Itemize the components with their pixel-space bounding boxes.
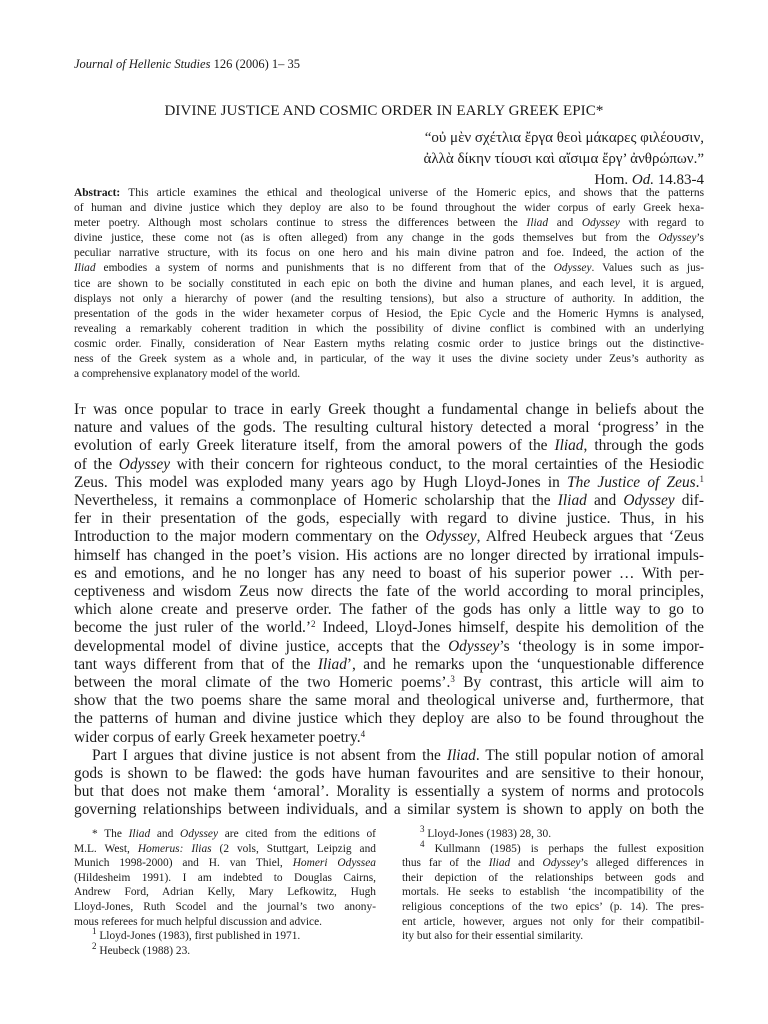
journal-name: Journal of Hellenic Studies <box>74 57 211 71</box>
footnote-ref-4: 4 <box>360 728 366 739</box>
body-line: governing relationships between individuals, and a similar system is shown to apply on both the <box>74 801 704 819</box>
abstract-line: meter poetry. Although most scholars continue to stress the differences between the Iliad and Odyssey with regard to <box>74 217 704 230</box>
abstract-line: divine justice, these come not (as is often alleged) from any change in the gods themselves but from the Odyssey’s <box>74 232 704 245</box>
body-text <box>74 401 704 820</box>
footnote-line: their depiction of the relationships between gods and <box>402 871 704 884</box>
footnote-star: * The Iliad and Odyssey are cited from the editions of <box>92 828 376 840</box>
abstract-line: displays not only a hierarchy of power (and the resulting tensions), but also a structure of authority. In addition, the <box>74 292 704 305</box>
body-line: developmental model of divine justice, accepts that the Odyssey’s ‘theology is in some impor- <box>74 637 704 655</box>
body-line: evolution of early Greek literature itself, from the amoral powers of the Iliad, through the gods <box>74 437 704 455</box>
epigraph-line-1: “οὐ μὲν σχέτλια ἔργα θεοὶ μάκαρες φιλέουσιν, <box>424 130 704 146</box>
body-line: which alone create and preserve order. The father of the gods has only a little way to go to <box>74 601 704 619</box>
body-line: Zeus. This model was exploded many years ago by Hugh Lloyd-Jones in The Justice of Zeus.$^1$ <box>74 473 704 491</box>
footnote-line: ity but also for their essential similarity. <box>402 930 584 943</box>
abstract-line: presentation of the gods in the wider hexameter corpus of Hesiod, the Epic Cycle and the Homeric Hymns is analysed, <box>74 307 704 320</box>
body-line: Introduction to the major modern commentary on the Odyssey, Alfred Heubeck argues that ‘Zeus <box>74 528 704 546</box>
abstract-line: of human and divine justice which they deploy are also to be found throughout the wider corpus of early Greek hexa- <box>74 202 704 215</box>
journal-header <box>74 57 300 72</box>
footnote-line: (Hildesheim 1991). I am indebted to Douglas Cairns, <box>74 871 376 884</box>
body-line: Nevertheless, it remains a commonplace of Homeric scholarship that the Iliad and Odyssey dif- <box>74 492 704 510</box>
abstract-line: ness of the Greek system as a whole and, in particular, of the way it uses the divine society under Zeus’s authority as <box>74 353 704 366</box>
body-line: the patterns of human and divine justice which they deploy are also to be found throughout the <box>74 710 704 728</box>
footnote-ref-3: 3 <box>450 674 455 685</box>
body-line: but that does not make them ‘amoral’. Morality is essentially a system of norms and protocols <box>74 783 704 801</box>
abstract-line: Iliad embodies a system of norms and punishments that is no different from that of the Odyssey. Values such as jus- <box>74 262 704 275</box>
body-line: gods is shown to be flawed: the gods have human favourites and are sensitive to their honour, <box>74 765 704 783</box>
footnote-3: $^3$ Lloyd-Jones (1983) 28, 30. <box>420 824 552 840</box>
body-line: ceptiveness and wisdom Zeus now directs the fate of the world according to moral principles, <box>74 583 704 601</box>
epigraph-line-2: ἀλλὰ δίκην τίουσι καὶ αἴσιμα ἔργ’ ἀνθρώπων.” <box>423 151 704 167</box>
footnotes-left-column <box>74 827 376 958</box>
body-line: Part I argues that divine justice is not absent from the Iliad. The still popular notion of amoral <box>92 746 704 764</box>
abstract-line: a comprehensive explanatory model of the world. <box>74 368 301 381</box>
epigraph-source: Hom. Od. 14.83-4 <box>594 172 704 188</box>
footnote-line: religious conceptions of the two epics’ (p. 14). The pres- <box>402 900 704 913</box>
footnote-ref-2: 2 <box>311 619 316 630</box>
footnote-line: ent article, however, argues not only for their compatibil- <box>402 915 704 928</box>
abstract-line: tice are shown to be socially constituted in each epic on both the divine and human planes, and each level, it is argued, <box>74 277 704 290</box>
body-line: nature and values of the gods. The resulting cultural history detected a moral ‘progress’ in the <box>74 419 704 437</box>
epigraph <box>423 128 704 191</box>
footnote-1: $^1$ Lloyd-Jones (1983), first published in 1971. <box>92 926 301 943</box>
footnote-2: $^2$ Heubeck (1988) 23. <box>92 940 191 957</box>
footnote-line: Andrew Ford, Adrian Kelly, Mary Lefkowitz, Hugh <box>74 886 376 899</box>
abstract-line: peculiar narrative structure, with its focus on one hero and his main divine patron and foe. Indeed, the action of the <box>74 247 704 260</box>
body-line: himself has changed in the poet’s vision. His actions are no longer directed by irrational impuls- <box>74 546 704 564</box>
footnote-line: mortals. He seeks to establish ‘the incompatibility of the <box>402 886 704 899</box>
body-line: tant ways different from that of the Iliad’, and he remarks upon the ‘unquestionable difference <box>74 655 704 673</box>
footnote-line: M.L. West, Homerus: Ilias (2 vols, Stuttgart, Leipzig and <box>74 842 376 855</box>
body-line: It was once popular to trace in early Greek thought a fundamental change in beliefs about the <box>74 401 704 418</box>
body-line: between the moral climate of the two Homeric poems’.$^3$ By contrast, this article will aim to <box>74 674 704 692</box>
footnote-ref-1: 1 <box>699 473 704 484</box>
abstract-label: Abstract: <box>74 187 121 199</box>
body-line: wider corpus of early Greek hexameter poetry.$^4$ <box>74 728 366 746</box>
abstract-line: cosmic order. Finally, consideration of Near Eastern myths relating cosmic order to justice brings out the distinctive- <box>74 337 704 350</box>
drop-cap: It <box>74 401 86 418</box>
body-line: become the just ruler of the world.’$^2$ Indeed, Lloyd-Jones himself, despite his demolition of the <box>74 619 704 637</box>
footnote-line: Munich 1998-2000) and H. van Thiel, Homeri Odyssea <box>74 857 376 870</box>
body-line: show that the two poems share the same moral and theological universe and, furthermore, that <box>74 692 704 710</box>
abstract-line: revealing a remarkably coherent tradition in which the possibility of divine conflict is combined with an underlying <box>74 322 704 335</box>
footnote-4: $^4$ Kullmann (1985) is perhaps the fullest exposition <box>420 838 704 855</box>
footnotes-right-column <box>402 824 704 944</box>
journal-citation: 126 (2006) 1– 35 <box>213 57 301 71</box>
footnote-line: Lloyd-Jones, Ruth Scodel and the journal’s two anony- <box>74 900 376 913</box>
footnote-line: thus far of the Iliad and Odyssey’s alleged differences in <box>402 857 704 870</box>
body-line: es and emotions, and he no longer has any need to boast of his superior power … With per- <box>74 564 704 582</box>
abstract-line: Abstract: This article examines the ethical and theological universe of the Homeric epics, and shows that the patterns <box>74 187 704 199</box>
footnote-line: mous referees for much helpful discussion and advice. <box>74 915 322 928</box>
body-line: of the Odyssey with their concern for righteous conduct, to the moral certainties of the Hesiodic <box>74 455 704 473</box>
abstract <box>74 186 704 382</box>
article-title: DIVINE JUSTICE AND COSMIC ORDER IN EARLY GREEK EPIC* <box>164 103 604 119</box>
body-line: fer in their presentation of the gods, especially with regard to divine justice. Thus, in his <box>74 510 704 528</box>
